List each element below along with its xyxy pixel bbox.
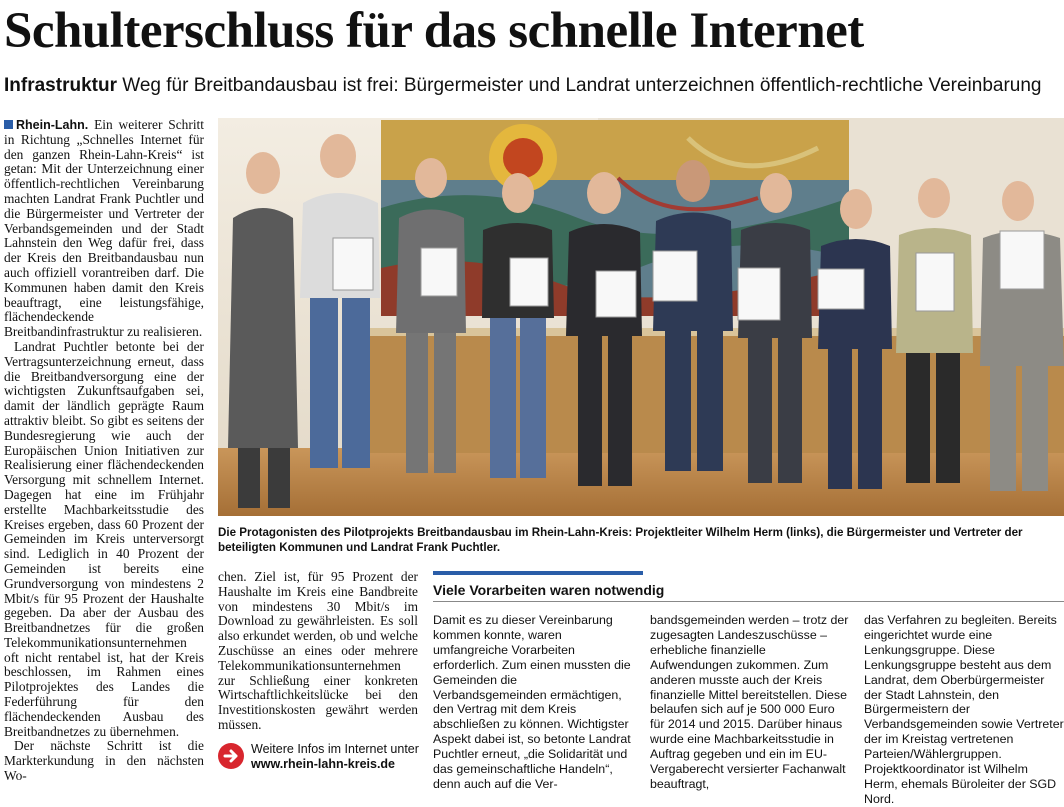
sidebar-column-2 [650,613,850,791]
sidebar-col-2-text: bandsgemeinden werden – trotz der zugesagten Landeszuschüsse – erhebliche finanzielle Aufwendungen zukommen. Zum anderen musste auch der Kreis finanzielle Mittel bereitstellen. Diese belaufen sich auf je 500 000 Euro für 2014 und 2015. Darüber hinaus wurde eine Machbarkeitsstudie in Auftrag gegeben und ein im EU-Vergaberecht versierter Fachanwalt beauftragt, [650,613,849,791]
paragraph-1-text: Ein weiterer Schritt in Richtung „Schnelles Internet für den ganzen Rhein-Lahn-Kreis“ ist getan: Mit der Unterzeichnung einer öffentlich-rechtlichen Vereinbarung machten Landrat Frank Puchtler und die Bürgermeister und Vertreter der Verbandsgemeinden und der Stadt Lahnstein den Weg dafür frei, dass der Kreis den Breitbandausbau nun auch offiziell vorantreiben darf. Die Kommunen haben damit den Kreis beauftragt, eine leistungsfähige, flächendeckende Breitbandinfrastruktur zu realisieren. [4,117,204,340]
info-link-box[interactable] [218,740,423,773]
sidebar-divider [433,601,1064,602]
location-label: Rhein-Lahn. [16,118,89,132]
subheadline: Weg für Breitbandausbau ist frei: Bürgermeister und Landrat unterzeichnen öffentlich-rechtliche Vereinbarung [122,75,1042,96]
article-column-1 [4,117,204,784]
kicker: Infrastruktur [4,75,117,96]
blue-square-icon [4,120,13,129]
sidebar-title: Viele Vorarbeiten waren notwendig [433,582,665,598]
info-label: Weitere Infos im Internet unter [251,742,419,756]
arrow-right-circle-icon [218,743,244,769]
paragraph-2: Landrat Puchtler betonte bei der Vertragsunterzeichnung erneut, dass die Breitbandversorgung eine der wichtigsten Zukunftsaufgaben sei, damit der ländlich geprägte Raum attraktiv bleibt. So gibt es seitens der Bundesregierung wie auch der Europäischen Union Initiativen zur Realisierung einer flächendeckenden Versorgung mit schnellem Internet. Dagegen hat eine im Frühjahr erstellte Machbarkeitsstudie des Kreises ergeben, dass 60 Prozent der Gemeinden im Kreis unterversorgt sind. Lediglich in 40 Prozent der Gemeinden ist bereits eine Grundversorgung von mindestens 2 Mbit/s für 95 Prozent der Haushalte gegeben. Da aber der Ausbau des Breitbandnetzes für die großen Telekommunikationsunternehmen oft nicht rentabel ist, hat der Kreis beschlossen, im Rahmen eines Pilotprojektes des Landes die Federführung für den flächendeckenden Ausbau des Breitbandnetzes zu übernehmen. [4,338,204,739]
sidebar-col-1-text: Damit es zu dieser Vereinbarung kommen konnte, waren umfangreiche Vorarbeiten erforderlich. Zum einen mussten die Gemeinden die Verbandsgemeinden ermächtigen, den Vertrag mit dem Kreis abschließen zu können. Wichtigster Aspekt dabei ist, so betonte Landrat Puchtler erneut, „die Solidarität und das gemeinschaftliche Handeln“, denn auch auf die Ver- [433,613,631,791]
sidebar-column-3 [864,613,1064,806]
paragraph-3: Der nächste Schritt ist die Markterkundung in den nächsten Wo- [4,738,204,784]
photo-caption: Die Protagonisten des Pilotprojekts Breitbandausbau im Rhein-Lahn-Kreis: Projektleiter Wilhelm Herm (links), die Bürgermeister und Vertreter der beteiligten Kommunen und Landrat Frank Puchtler. [218,526,1023,554]
subheadline-row [4,74,1041,98]
article-column-2 [218,569,418,732]
paragraph-1 [4,118,204,340]
column-2-text: chen. Ziel ist, für 95 Prozent der Haushalte im Kreis eine Bandbreite von mindestens 30 Mbit/s im Download zu gewährleisten. Es soll also erkundet werden, ob und welche Zuschüsse an eines oder mehrere Telekommunikationsunternehmen zur Schließung einer konkreten Wirtschaftlichkeitslücke bei den Investitionskosten gewährt werden müssen. [218,569,418,732]
group-photo [218,118,1064,516]
headline: Schulterschluss für das schnelle Internet [4,3,864,59]
sidebar-accent-bar [433,571,643,575]
sidebar-column-1 [433,613,633,791]
info-text [251,742,419,772]
info-url-link[interactable]: www.rhein-lahn-kreis.de [251,757,396,771]
sidebar-col-3-text: das Verfahren zu begleiten. Bereits eingerichtet wurde eine Lenkungsgruppe. Diese Lenkungsgruppe besteht aus dem Landrat, dem Oberbürgermeister der Stadt Lahnstein, den Bürgermeistern der Verbandsgemeinden sowie Vertreter der im Kreistag vertretenen Parteien/Wählergruppen. Projektkoordinator ist Wilhelm Herm, ehemals Büroleiter der SGD Nord. [864,613,1064,806]
